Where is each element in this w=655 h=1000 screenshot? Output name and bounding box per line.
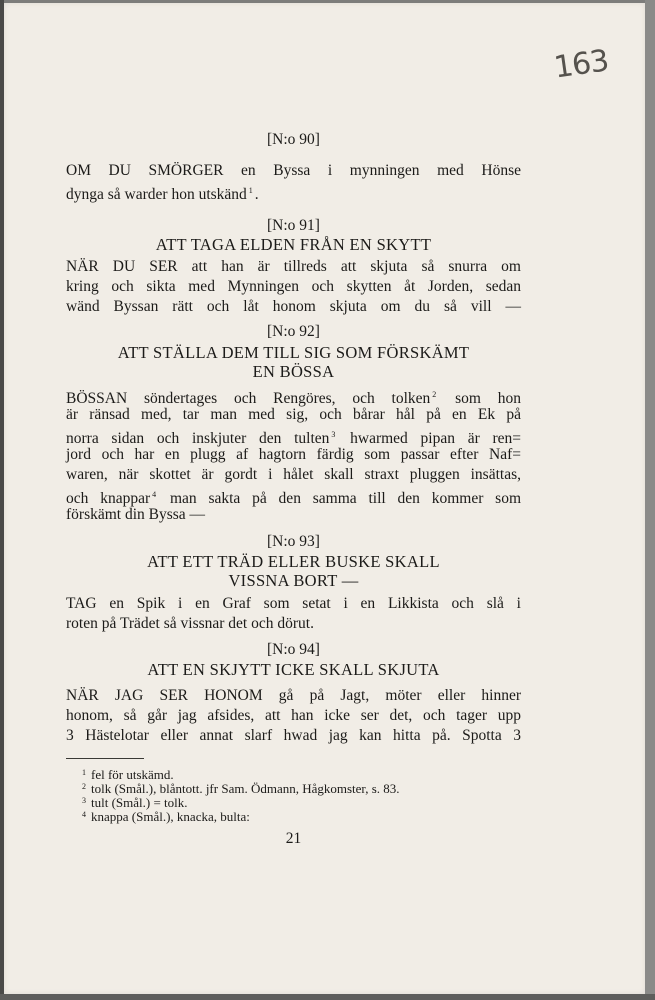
entry-title: EN BÖSSA: [252, 362, 335, 381]
paragraph-line: norra sidan och inskjuter den tulten $^3$ hwarmed pipan är ren=: [66, 430, 521, 447]
entry-number: [N:o 91]: [267, 217, 320, 234]
paragraph-line: förskämt din Byssa —: [66, 506, 206, 523]
book-page: [4, 3, 645, 994]
paragraph-line: dynga så warder hon utskänd $^1$ .: [66, 186, 259, 203]
entry-number: [N:o 92]: [267, 323, 320, 340]
footnote-ref: 2: [432, 390, 437, 399]
footnote-rule: [66, 758, 144, 759]
footnote-ref: 4: [152, 490, 157, 499]
entry-number: [N:o 93]: [267, 533, 320, 550]
paragraph-line: roten på Trädet så vissnar det och dörut.: [66, 615, 314, 632]
footnote: $^1$ fel för utskämd.: [82, 767, 174, 782]
paragraph-line: OM DU SMÖRGER en Byssa i mynningen med Hönse: [66, 162, 521, 179]
paragraph-line: TAG en Spik i en Graf som setat i en Likkista och slå i: [66, 595, 521, 612]
footnote-ref: 3: [331, 430, 336, 439]
footnote: $^4$ knappa (Smål.), knacka, bulta:: [82, 809, 250, 824]
handwritten-folio-number: 163: [551, 43, 611, 86]
footnote: $^3$ tult (Smål.) = tolk.: [82, 795, 188, 810]
paragraph-line: 3 Hästelotar eller annat slarf hwad jag kan hitta på. Spotta 3: [66, 727, 521, 744]
scan-edge-right: [645, 0, 655, 1000]
entry-number: [N:o 94]: [267, 641, 320, 658]
paragraph-line: är ränsad med, tar man med sig, och bårar hål på en Ek på: [66, 406, 521, 423]
paragraph-line: NÄR DU SER att han är tillreds att skjuta så snurra om: [66, 258, 521, 275]
paragraph-line: honom, så går jag afsides, att han icke ser det, och tager upp: [66, 707, 521, 724]
entry-title: ATT EN SKJYTT ICKE SKALL SKJUTA: [147, 660, 440, 679]
entry-title: ATT ETT TRÄD ELLER BUSKE SKALL: [147, 552, 440, 571]
entry-title: ATT STÄLLA DEM TILL SIG SOM FÖRSKÄMT: [117, 343, 470, 362]
scan-edge-bottom: [0, 994, 655, 1000]
paragraph-line: och knappar $^4$ man sakta på den samma till den kommer som: [66, 490, 522, 507]
footnote-ref: 1: [248, 186, 253, 195]
paragraph-line: NÄR JAG SER HONOM gå på Jagt, möter eller hinner: [66, 687, 521, 704]
entry-title: ATT TAGA ELDEN FRÅN EN SKYTT: [155, 235, 432, 254]
paragraph-line: waren, när skottet är gordt i hålet skall straxt pluggen insättas,: [66, 466, 521, 483]
paragraph-line: wänd Byssan rätt och låt honom skjuta om du så vill —: [66, 298, 521, 315]
paragraph-line: jord och har en plugg af hagtorn färdig som passar efter Naf=: [66, 446, 521, 463]
entry-number: [N:o 90]: [267, 131, 320, 148]
entry-title: VISSNA BORT —: [228, 571, 359, 590]
paragraph-line: kring och sikta med Mynningen och skytten åt Jorden, sedan: [66, 278, 521, 295]
footnote: $^2$ tolk (Smål.), blåntott. jfr Sam. Ödmann, Hågkomster, s. 83.: [82, 781, 400, 796]
paragraph-line: BÖSSAN söndertages och Rengöres, och tolken $^2$ som hon: [66, 390, 522, 407]
page-number: 21: [285, 830, 302, 847]
